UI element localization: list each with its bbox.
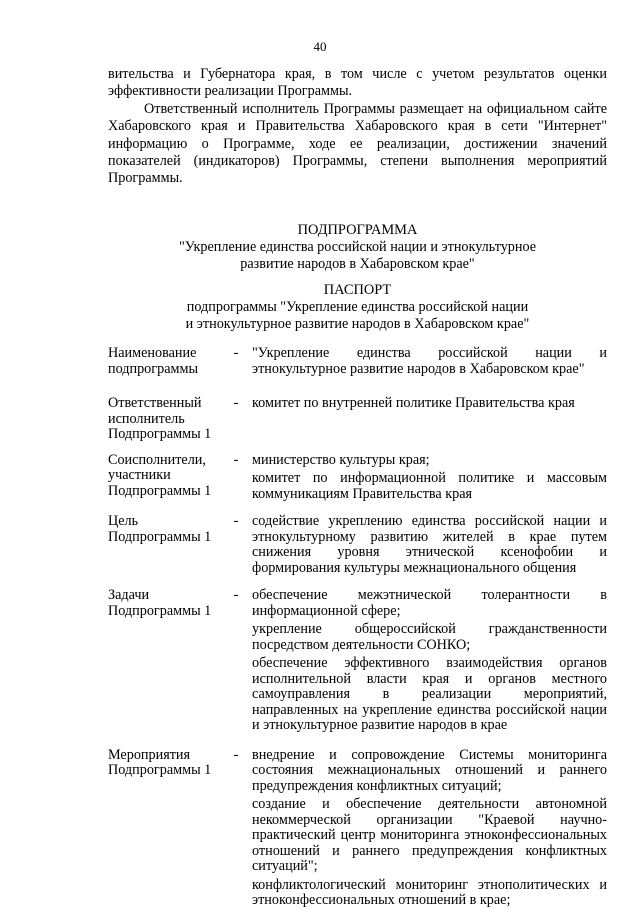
row-value-item: обеспечение межэтнической толерантности в информационной сфере;	[252, 587, 607, 619]
passport-title-line-2: и этнокультурное развитие народов в Хабаровском крае"	[185, 315, 530, 332]
row-value	[252, 588, 607, 734]
passport-title-block	[108, 282, 607, 332]
subprogram-title-block	[108, 222, 607, 272]
row-label: Задачи Подпрограммы 1	[108, 587, 212, 619]
row-dash: -	[233, 345, 239, 361]
passport-title-line-1: подпрограммы "Укрепление единства российской нации	[186, 299, 529, 316]
row-value	[252, 346, 607, 377]
table-row	[108, 748, 607, 909]
row-value	[252, 396, 607, 443]
row-value	[252, 748, 607, 909]
row-dash: -	[233, 513, 239, 529]
row-value-item: создание и обеспечение деятельности автономной некоммерческой организации "Краевой научно-практический центр мониторинга этноконфессиональных отношений и раннего предупреждения конфликтных ситуаций";	[252, 796, 607, 874]
row-value	[252, 453, 607, 503]
intro-paragraph-1: вительства и Губернатора края, в том числе с учетом результатов оценки эффективности реализации Программы.	[108, 66, 607, 100]
row-label: Ответственный исполнитель Подпрограммы 1	[108, 395, 212, 442]
intro-paragraph-2: Ответственный исполнитель Программы размещает на официальном сайте Хабаровского края и Правительства Хабаровского края в сети "Интернет" информацию о Программе, ходе ее реализации, достижении значений показателей (индикаторов) Программы, степени выполнения мероприятий Программы.	[108, 100, 607, 187]
table-row	[108, 346, 607, 377]
row-label: Цель Подпрограммы 1	[108, 513, 212, 545]
row-value-item: комитет по внутренней политике Правительства края	[252, 395, 575, 411]
row-value-item: министерство культуры края;	[252, 451, 430, 468]
row-value-item: внедрение и сопровождение Системы мониторинга состояния межнациональных отношений и раннего предупреждения конфликтных ситуаций;	[252, 746, 607, 794]
table-row	[108, 588, 607, 734]
passport-heading: ПАСПОРТ	[323, 282, 392, 298]
table-row	[108, 453, 607, 503]
table-row	[108, 396, 607, 443]
row-dash: -	[233, 395, 239, 411]
passport-table	[108, 346, 607, 909]
row-value-item: содействие укреплению единства российской нации и этнокультурному развитию жителей в крае путем снижения уровня этнической ксенофобии и формирования культуры межнационального общения	[252, 513, 607, 576]
table-row	[108, 514, 607, 576]
page-number: 40	[313, 39, 327, 54]
row-dash: -	[233, 451, 239, 468]
subprogram-heading: ПОДПРОГРАММА	[297, 222, 418, 238]
row-value-item: обеспечение эффективного взаимодействия органов исполнительной власти края и органов местного самоуправления в реализации мероприятий, направленных на укрепление единства российской нации и этнокультурное развитие народов в крае	[252, 655, 607, 733]
row-value-item: конфликтологический мониторинг этнополитических и этноконфессиональных отношений в крае;	[252, 876, 607, 908]
row-value-item: комитет по информационной политике и массовым коммуникациям Правительства края	[252, 470, 607, 502]
row-value-item: укрепление общероссийской гражданственности посредством деятельности СОНКО;	[252, 621, 607, 653]
row-label: Соисполнители, участники Подпрограммы 1	[108, 451, 212, 499]
subprogram-title-line-1: "Укрепление единства российской нации и этнокультурное	[178, 239, 537, 256]
subprogram-title-line-2: развитие народов в Хабаровском крае"	[240, 255, 475, 272]
row-label: Мероприятия Подпрограммы 1	[108, 746, 212, 778]
row-value	[252, 514, 607, 576]
row-dash: -	[233, 746, 239, 763]
row-label: Наименование подпрограммы	[108, 345, 198, 377]
row-value-item: "Укрепление единства российской нации и этнокультурное развитие народов в Хабаровском крае"	[252, 345, 607, 377]
row-dash: -	[233, 587, 239, 603]
intro-text	[108, 66, 607, 188]
